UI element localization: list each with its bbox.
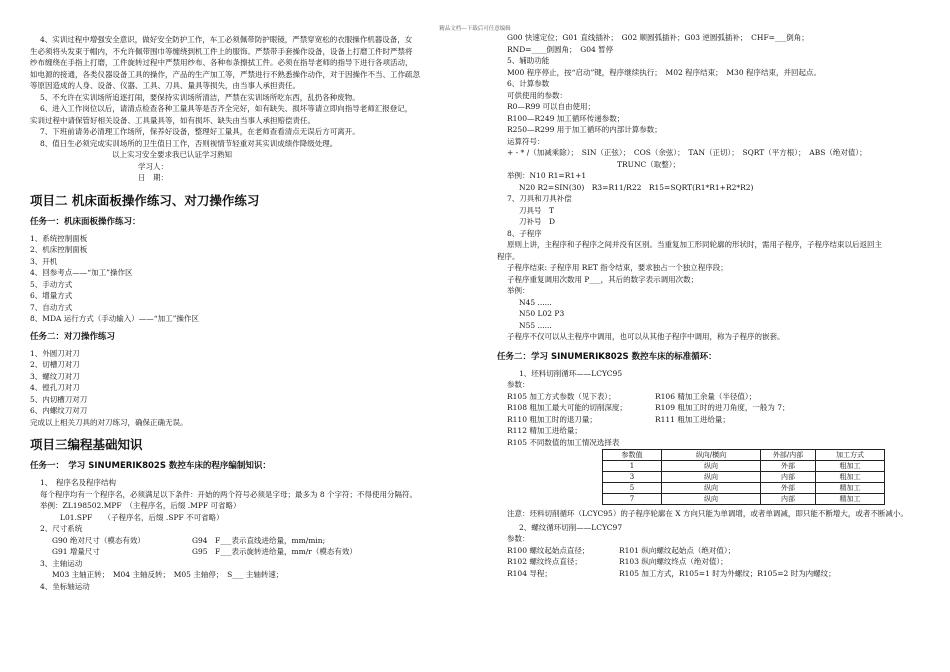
table-cell: 粗加工	[816, 472, 885, 483]
param-line: R112 精加工进给量；	[507, 426, 582, 435]
list-item: 5、内切槽刀对刀	[30, 394, 88, 404]
list-item: 1、系统控制面板	[30, 233, 88, 243]
prog-line: 1、 程序名及程序结构	[40, 478, 117, 487]
text-line: + - * /（加减乘除）； SIN（正弦）； COS（余弦）； TAN（正切）； SQRT（平方根）； ABS（绝对值）；	[507, 148, 867, 157]
table-cell: 纵向	[662, 494, 761, 505]
param-row	[497, 391, 927, 403]
text-line: N45 ......	[519, 297, 552, 307]
list-item: 4、回参考点——“加工”操作区	[30, 268, 133, 277]
list-item: 6、增量方式	[30, 291, 73, 300]
param-right: R109 粗加工时的进刀角度，一般为 7；	[655, 403, 790, 412]
text-line: 举例：	[507, 286, 530, 295]
text-line: N55 ......	[519, 320, 552, 330]
param-row	[497, 414, 927, 426]
g-code-right: G94 F___表示直线进给量，mm/min;	[192, 535, 326, 545]
table-cell: 内部	[761, 494, 816, 505]
text-line: 程序。	[497, 251, 520, 261]
safety-line: 实训过程中请保管好相关设备、工具量具等，如有损坏、缺失由当事人承担赔偿责任。	[30, 115, 315, 125]
safety-line: 生必须将头发束于帽内，不允许佩带围巾等缠绕到机工件上的服饰。严禁带手套操作设备，设备上打磨工件时严禁将	[30, 46, 413, 56]
safety-line: 5、不允许在实训场所追逐打闹，要保持实训场所清洁，严禁在实训场所吃东西，乱扔各种废物。	[40, 92, 360, 102]
table-cell: 7	[603, 494, 662, 505]
project3-title: 项目三编程基础知识	[30, 437, 143, 452]
text-line: 举例：N10 R1=R1+1	[507, 171, 587, 180]
text-line: G00 快速定位；G01 直线插补； G02 顺圆弧插补；G03 逆圆弧插补； CHF=___倒角；	[507, 33, 809, 42]
text-line: R250—R299 用于加工循环的内部计算参数；	[507, 125, 662, 134]
text-line: 6、计算参数	[507, 79, 550, 88]
table-row	[603, 472, 885, 483]
task2-cycle-title: 任务二：学习 SINUMERIK802S 数控车床的标准循环：	[497, 351, 717, 362]
list-item: 2、机床控制面板	[30, 245, 88, 254]
table-header-row	[603, 450, 885, 461]
table-cell: 1	[603, 461, 662, 472]
table-header-cell: 参数值	[603, 450, 662, 461]
prog-line: 举例：ZL198502.MPF （主程序名，后缀 .MPF 可省略）	[40, 501, 241, 510]
safety-line: 纱布缠绕在手指上打磨，工件旋转过程中严禁用纱布、各种布条擦拭工件。必须在指导老师的指导下进行各项活动，	[30, 58, 413, 67]
param-row	[497, 545, 927, 557]
list-item: 8、MDA 运行方式（手动输入）——“加工”操作区	[30, 314, 199, 323]
prog-line: 每个程序均有一个程序名，必须满足以下条件：开始的两个符号必须是字母；最多为 8 个字符；不得使用分隔符。	[40, 489, 418, 499]
param-line: R105 不同数值的加工情况选择表	[507, 437, 620, 447]
text-line: 8、子程序	[507, 228, 542, 238]
left-column	[30, 34, 470, 592]
text-line: 可供使用的参数：	[507, 90, 567, 100]
param-left: R102 螺纹终点直径；	[507, 557, 582, 566]
text-line: 子程序结束: 子程序用 RET 指令结束，要求独占一个独立程序段；	[507, 263, 728, 272]
table-cell: 纵向	[662, 483, 761, 494]
text-line: 子程序不仅可以从主程序中调用，也可以从其他子程序中调用，称为子程序的嵌套。	[507, 332, 785, 341]
table-cell: 外部	[761, 483, 816, 494]
text-line: TRUNC（取整）；	[617, 159, 681, 169]
list-item: 3、开机	[30, 256, 58, 266]
text-line: 运算符号：	[507, 136, 545, 146]
text-line: 5、辅助功能	[507, 56, 550, 65]
table-cell: 外部	[761, 461, 816, 472]
list-item: 6、内螺纹刀对刀	[30, 406, 88, 415]
g-code-left: G91 增量尺寸	[52, 547, 100, 556]
list-item: 2、切槽刀对刀	[30, 360, 80, 369]
param-row	[497, 556, 927, 568]
table-row	[603, 461, 885, 472]
spindle-line: M03 主轴正转； M04 主轴反转； M05 主轴停； S___ 主轴转速；	[52, 570, 284, 579]
table-cell: 内部	[761, 472, 816, 483]
list-item: 1、外圆刀对刀	[30, 348, 80, 358]
task1-title: 任务一：机床面板操作练习：	[30, 216, 141, 227]
project2-title: 项目二 机床面板操作练习、对刀操作练习	[30, 192, 260, 208]
coord-title: 4、坐标轴运动	[40, 581, 90, 591]
table-note: 注意：坯料切削循环（LCYC95）的子程序轮廓在 X 方向只能为单调增，或者单调减，即只能不断增大，或者不断减小。	[507, 509, 908, 518]
g-code-row	[30, 535, 470, 547]
safety-line: 6、进入工作岗位以后，请清点检查各种工量具等是否齐全完好，如有缺失、损坏等请立即向指导老师汇报登记，	[40, 104, 413, 113]
table-row	[603, 483, 885, 494]
param-row	[497, 568, 927, 580]
text-line: 刀补号 D	[519, 217, 556, 226]
safety-line: 7、下班前请务必清理工作场所，保养好设备，整理好工量具，在老师查看清点无误后方可离开。	[40, 127, 360, 136]
r105-table	[602, 449, 885, 505]
table-header-cell: 纵向/横向	[662, 450, 761, 461]
param-left: R100 螺纹起始点直径；	[507, 545, 590, 555]
right-column	[497, 32, 927, 579]
text-line: 子程序重复调用次数用 P___，其后的数字表示调用次数；	[507, 274, 699, 284]
text-line: R0—R99 可以自由使用；	[507, 102, 595, 111]
table-cell: 5	[603, 483, 662, 494]
table-cell: 精加工	[816, 483, 885, 494]
learner-label: 学习人：	[138, 161, 168, 171]
safety-line: 4、实训过程中增强安全意识，做好安全防护工作，车工必须佩带防护眼镜，严禁穿宽松的衣服操作机器设备，女	[40, 35, 413, 44]
list-item: 5、手动方式	[30, 279, 73, 289]
safety-line: 8、值日生必须完成实训场所的卫生值日工作，否则视情节轻重对其实训成绩作降级处理。	[40, 138, 338, 148]
text-line: N20 R2=SIN(30) R3=R11/R22 R15=SQRT(R1*R1+R2*R2)	[519, 182, 754, 192]
list-item: 3、螺纹刀对刀	[30, 371, 80, 381]
prog-line: L01.SPF （子程序名，后缀 .SPF 不可省略）	[60, 512, 224, 522]
table-cell: 纵向	[662, 461, 761, 472]
param-right: R101 纵向螺纹起始点（绝对值）；	[619, 545, 736, 555]
spindle-title: 3、主轴运动	[40, 558, 83, 568]
params-label: 参数：	[507, 534, 530, 543]
pledge-text: 以上实习安全要求我已认证学习熟知	[112, 150, 232, 159]
param-right: R105 加工方式，R105=1 时为外螺纹；R105=2 时为内螺纹；	[619, 568, 836, 578]
param-right: R106 精加工余量（半径值）；	[655, 391, 757, 401]
page-header-note: 精品文档---下载后可任意编辑	[439, 26, 511, 32]
cycle1-title: 1、坯料切削循环——LCYC95	[519, 368, 623, 378]
table-cell: 纵向	[662, 472, 761, 483]
text-line: 刀具号 T	[519, 205, 555, 215]
param-left: R104 导程；	[507, 568, 552, 578]
table-header-cell: 加工方式	[816, 450, 885, 461]
list-item: 4、镗孔刀对刀	[30, 383, 80, 392]
param-left: R110 粗加工时的退刀量；	[507, 414, 597, 424]
date-label: 日 期：	[138, 173, 168, 182]
text-line: 原则上讲，主程序和子程序之间并没有区别。当重复加工形同轮廓的形状时，需用子程序，子程序结束以后返回主	[507, 240, 882, 249]
g-code-row	[30, 546, 470, 558]
g-code-right: G95 F___表示旋转进给量，mm/r（模态有效）	[192, 547, 357, 556]
text-line: M00 程序停止，按“启动”键，程序继续执行； M02 程序结束； M30 程序结束，并回起点。	[507, 67, 821, 77]
param-right: R103 纵向螺纹终点（绝对值）；	[619, 557, 728, 566]
params-label: 参数：	[507, 380, 530, 389]
text-line: 7、刀具和刀具补偿	[507, 194, 572, 203]
table-cell: 粗加工	[816, 461, 885, 472]
param-left: R108 粗加工最大可能的切削深度；	[507, 403, 627, 412]
safety-line: 等原因造成的人身、设备、仪器、工具、刀具、量具等损失，由当事人承担责任。	[30, 81, 300, 90]
task2-note: 完成以上相关刀具的对刀练习，确保正确无误。	[30, 417, 188, 427]
prog-line: 2、尺寸系统	[40, 524, 83, 533]
table-row	[603, 494, 885, 505]
param-left: R105 加工方式参数（见下表）；	[507, 391, 616, 401]
table-header-cell: 外部/内部	[761, 450, 816, 461]
task3-title: 任务一： 学习 SINUMERIK802S 数控车床的程序编制知识：	[30, 461, 271, 471]
text-line: R100—R249 加工循环传递参数；	[507, 113, 625, 123]
table-cell: 精加工	[816, 494, 885, 505]
list-item: 7、自动方式	[30, 302, 73, 312]
cycle2-title: 2、螺纹循环切削——LCYC97	[519, 522, 623, 532]
text-line: RND=____倒圆角； G04 暂停	[507, 44, 614, 54]
g-code-left: G90 绝对尺寸（模态有效）	[52, 535, 145, 545]
task2-title: 任务二：对刀操作练习	[30, 331, 116, 342]
text-line: N50 L02 P3	[519, 309, 565, 318]
param-row	[497, 402, 927, 414]
table-cell: 3	[603, 472, 662, 483]
safety-line: 如电源的接通，各类仪器设备工具的操作，产品的生产加工等，严禁进行不熟悉操作动作，对于因操作不当、工作疏忽	[30, 69, 420, 79]
param-right: R111 粗加工进给量；	[655, 414, 730, 424]
